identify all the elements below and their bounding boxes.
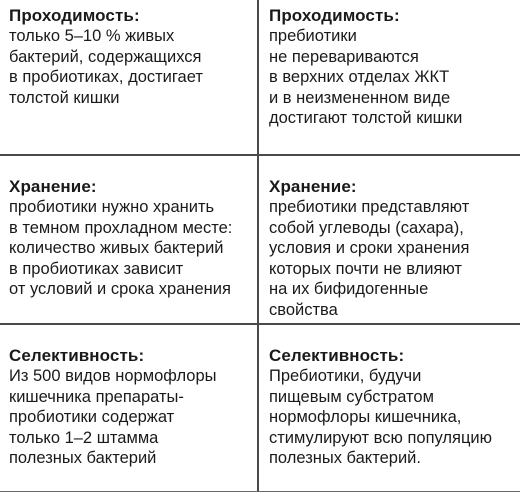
cell-text-line: полезных бактерий. (269, 449, 421, 468)
cell-text-line: достигают толстой кишки (269, 109, 463, 128)
cell-text-line: пищевым субстратом (269, 387, 434, 406)
cell-text-line: не перевариваются (269, 47, 419, 66)
cell-text-line: в пробиотиках зависит (9, 259, 184, 278)
cell-title: Селективность: (269, 346, 405, 365)
cell-text-line: и в неизмененном виде (269, 88, 451, 107)
cell-text-line: в темном прохладном месте: (9, 218, 233, 237)
cell-text-line: пребиотики представляют (269, 198, 470, 216)
cell-text-line: нормофлоры кишечника, (269, 408, 462, 427)
cell-prebiotics-passability (259, 0, 520, 156)
cell-text-line: в пробиотиках, достигает (9, 68, 203, 87)
cell-title: Проходимость: (269, 6, 400, 25)
cell-text-line: на их бифидогенные (269, 280, 429, 299)
cell-prebiotics-storage (259, 156, 520, 325)
cell-text-line: пробиотики нужно хранить (9, 198, 215, 216)
cell-text-line: полезных бактерий (9, 449, 157, 468)
cell-text-line: условия и сроки хранения (269, 239, 470, 258)
cell-text-line: от условий и срока хранения (9, 280, 231, 299)
cell-text-line: которых почти не влияют (269, 259, 462, 278)
cell-probiotics-storage (0, 156, 259, 325)
cell-text-line: пробиотики содержат (9, 408, 175, 427)
cell-text-line: только 1–2 штамма (9, 428, 159, 447)
cell-text-line: толстой кишки (9, 88, 120, 107)
cell-text-line: бактерий, содержащихся (9, 47, 202, 66)
cell-title: Хранение: (269, 177, 357, 196)
cell-probiotics-passability (0, 0, 259, 156)
cell-prebiotics-selectivity (259, 325, 520, 492)
cell-text-line: стимулируют всю популяцию (269, 428, 493, 447)
cell-text-line: количество живых бактерий (9, 239, 224, 258)
cell-text-line: кишечника препараты- (9, 387, 184, 406)
cell-title: Проходимость: (9, 6, 140, 25)
cell-text-line: Из 500 видов нормофлоры (9, 367, 217, 385)
cell-text-line: свойства (269, 300, 338, 319)
cell-text-line: собой углеводы (сахара), (269, 218, 464, 237)
cell-probiotics-selectivity (0, 325, 259, 492)
cell-text-line: Пребиотики, будучи (269, 367, 422, 385)
cell-title: Хранение: (9, 177, 97, 196)
cell-title: Селективность: (9, 346, 145, 365)
cell-text-line: только 5–10 % живых (9, 27, 175, 45)
cell-text-line: в верхних отделах ЖКТ (269, 68, 450, 87)
cell-text-line: пребиотики (269, 27, 357, 45)
